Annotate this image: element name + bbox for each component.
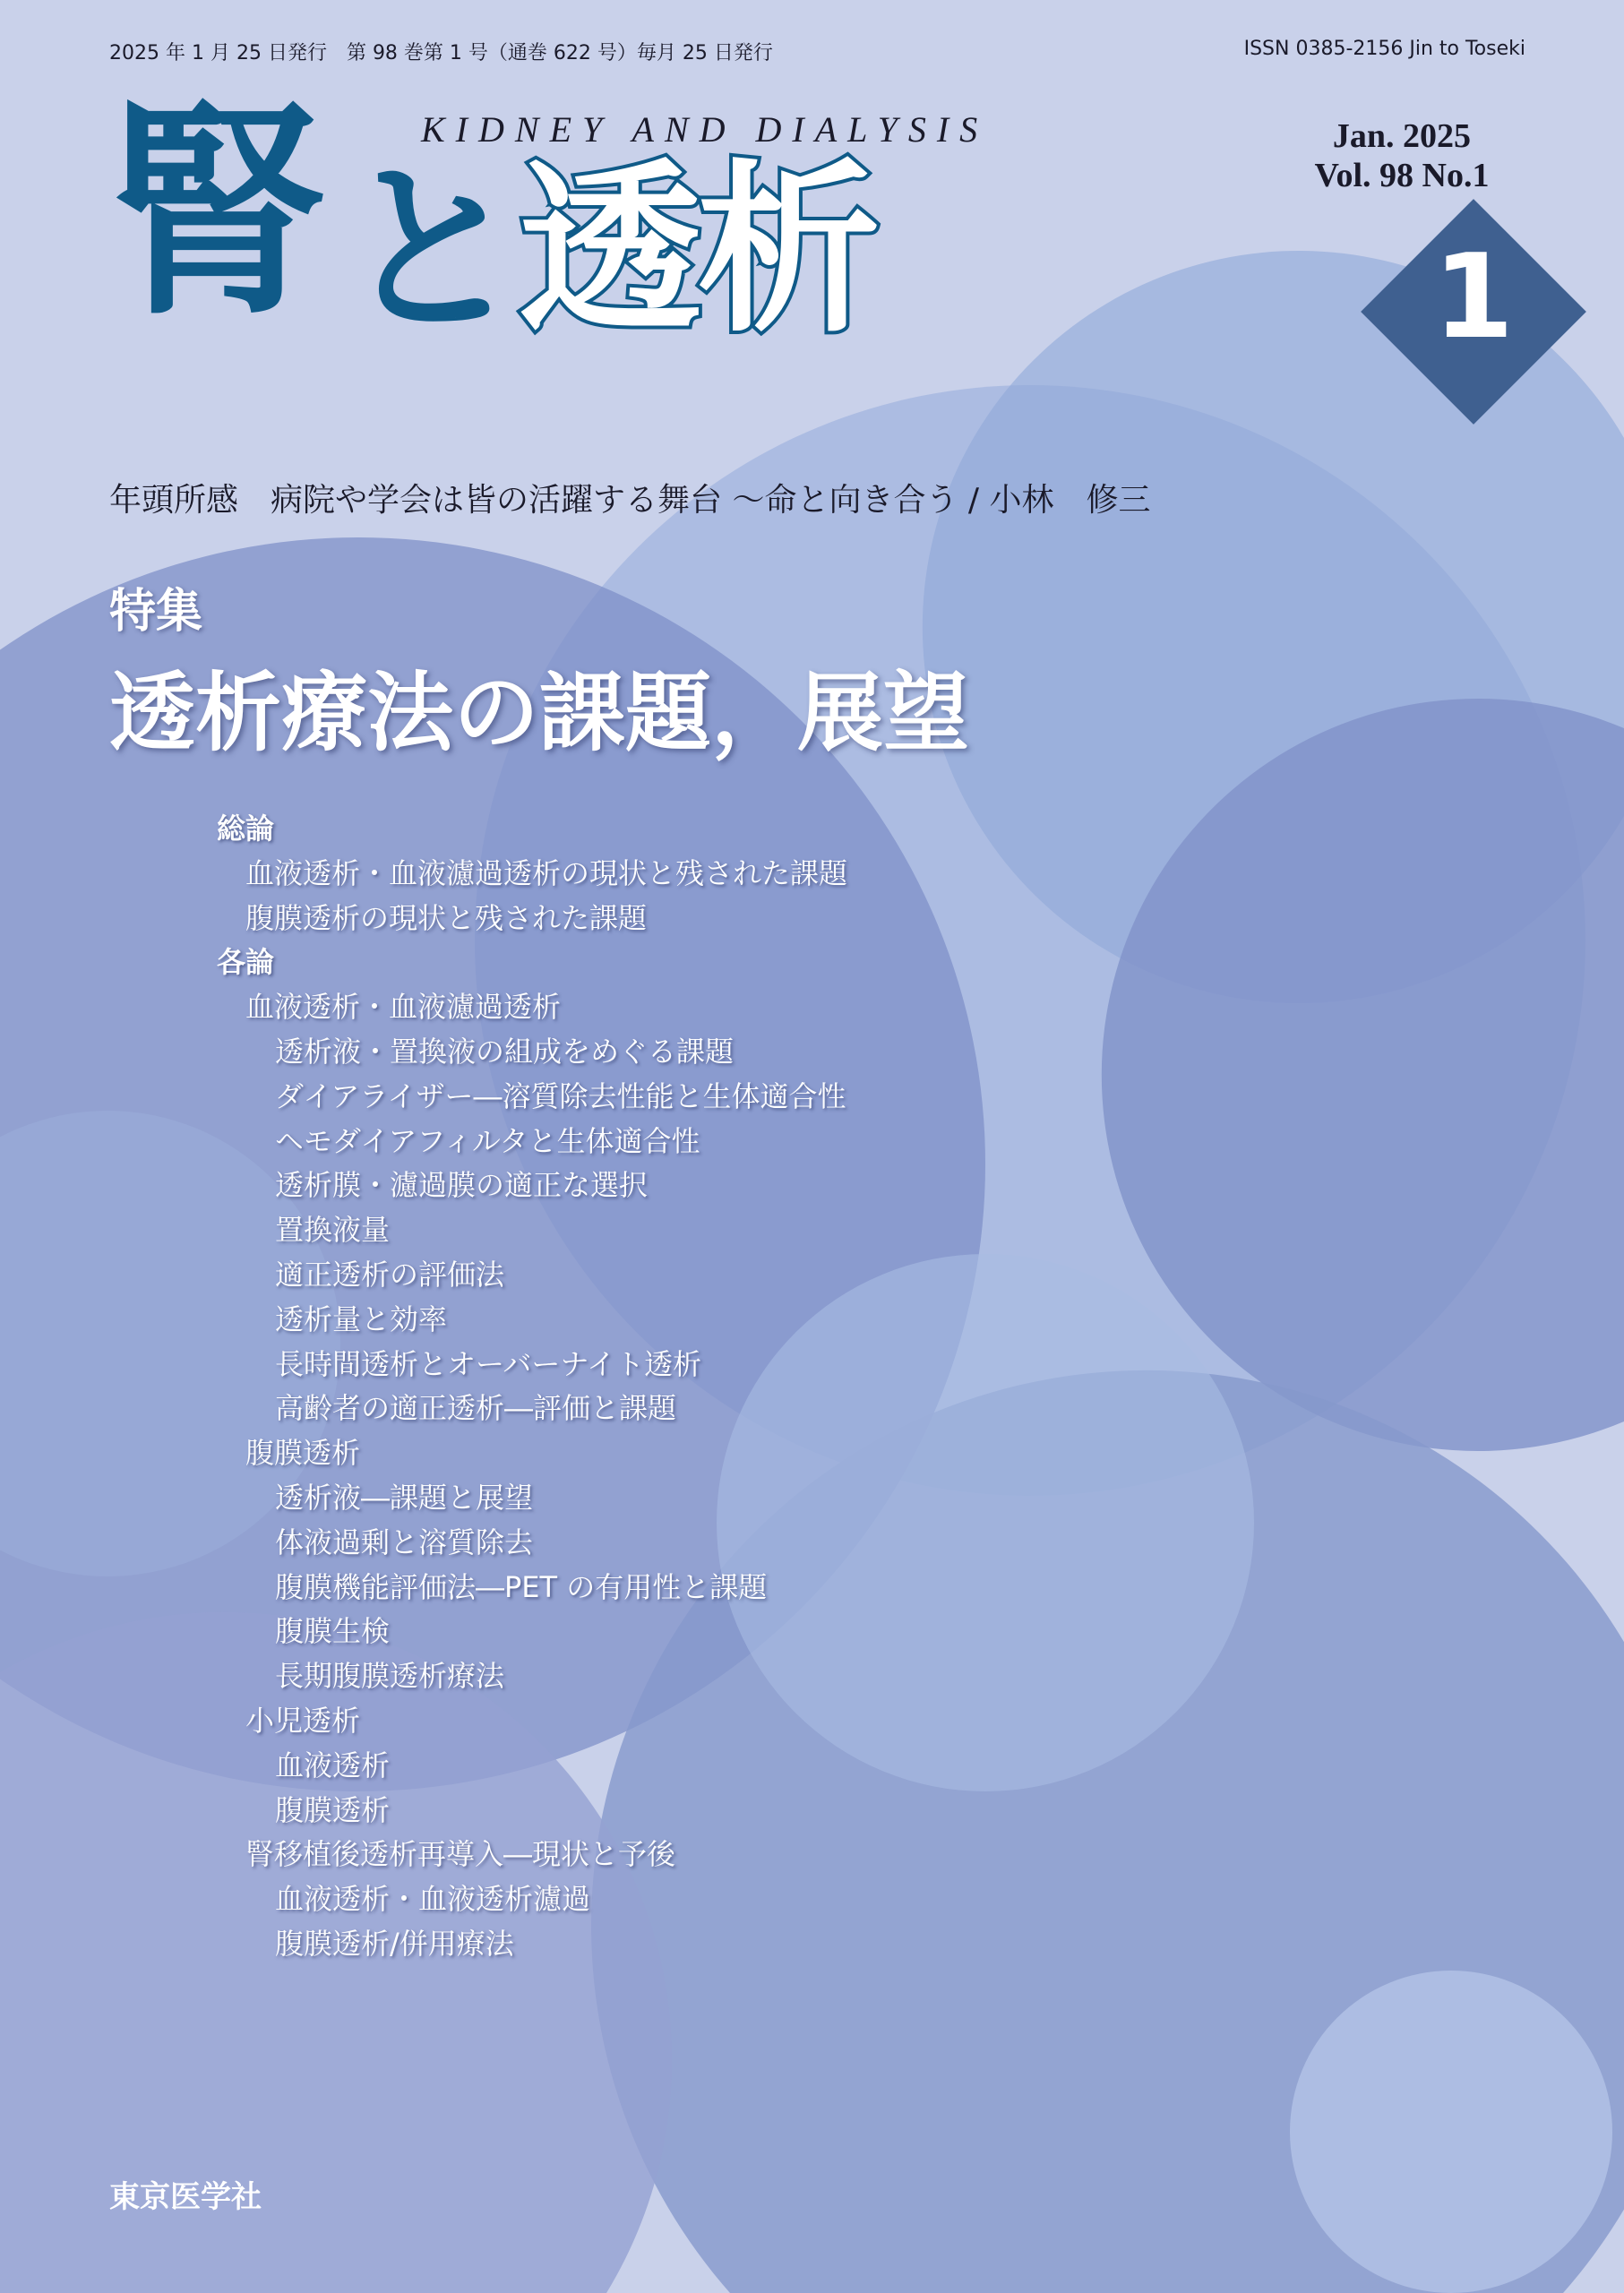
toc-item: 腹膜生検: [275, 1614, 391, 1649]
new-year-article: 年頭所感 病院や学会は皆の活躍する舞台 〜命と向き合う / 小林 修三: [109, 482, 1151, 519]
toc-item: 体液過剰と溶質除去: [275, 1524, 534, 1559]
toc-item: 高齢者の適正透析―評価と課題: [275, 1391, 677, 1426]
issue-volume: Vol. 98 No.1: [1314, 157, 1490, 194]
feature-label: 特集: [109, 585, 203, 639]
issue-info: 2025 年 1 月 25 日発行 第 98 巻第 1 号（通巻 622 号）毎月 25 日発行: [109, 42, 773, 64]
issue-number: 1: [1432, 228, 1515, 365]
toc-heading: 総論: [217, 812, 275, 846]
journal-subtitle: KIDNEY AND DIALYSIS: [421, 109, 989, 150]
toc-item: 適正透析の評価法: [275, 1258, 505, 1292]
toc-item: 透析液・置換液の組成をめぐる課題: [275, 1035, 735, 1069]
feature-title: 透析療法の課題，展望: [109, 666, 969, 761]
journal-logo: [340, 144, 875, 357]
toc-item: 透析液―課題と展望: [275, 1481, 534, 1515]
toc-item: 透析量と効率: [275, 1301, 448, 1336]
toc-heading: 各論: [217, 945, 275, 980]
toc-item: 長期腹膜透析療法: [275, 1659, 505, 1694]
toc-item: 腎移植後透析再導入―現状と予後: [245, 1837, 676, 1872]
toc-item: ダイアライザー―溶質除去性能と生体適合性: [275, 1078, 846, 1113]
publisher: 東京医学社: [109, 2179, 262, 2215]
toc-item: 小児透析: [245, 1704, 361, 1738]
issue-date: Jan. 2025: [1332, 117, 1472, 155]
toc-item: 透析膜・濾過膜の適正な選択: [275, 1168, 649, 1203]
toc-item: 腹膜透析: [275, 1792, 391, 1827]
toc-item: 血液透析・血液濾過透析の現状と残された課題: [245, 855, 848, 890]
toc-item: 長時間透析とオーバーナイト透析: [275, 1346, 702, 1381]
logo-part1-tail: と: [340, 144, 519, 357]
toc-item: 腹膜透析の現状と残された課題: [245, 900, 648, 935]
toc-item: 腹膜透析/併用療法: [275, 1927, 514, 1961]
toc-item: 腹膜機能評価法―PET の有用性と課題: [275, 1569, 768, 1604]
logo-part2: 透析: [519, 144, 875, 357]
toc-item: 血液透析・血液透析濾過: [275, 1882, 591, 1917]
toc-item: 腹膜透析: [245, 1436, 361, 1471]
toc-item: 血液透析・血液濾過透析: [245, 990, 562, 1025]
toc-item: 血液透析: [275, 1748, 391, 1782]
toc-item: 置換液量: [275, 1213, 391, 1248]
toc-item: ヘモダイアフィルタと生体適合性: [275, 1123, 700, 1158]
logo-part1: 腎: [106, 84, 330, 345]
issn: ISSN 0385-2156 Jin to Toseki: [1243, 38, 1525, 60]
